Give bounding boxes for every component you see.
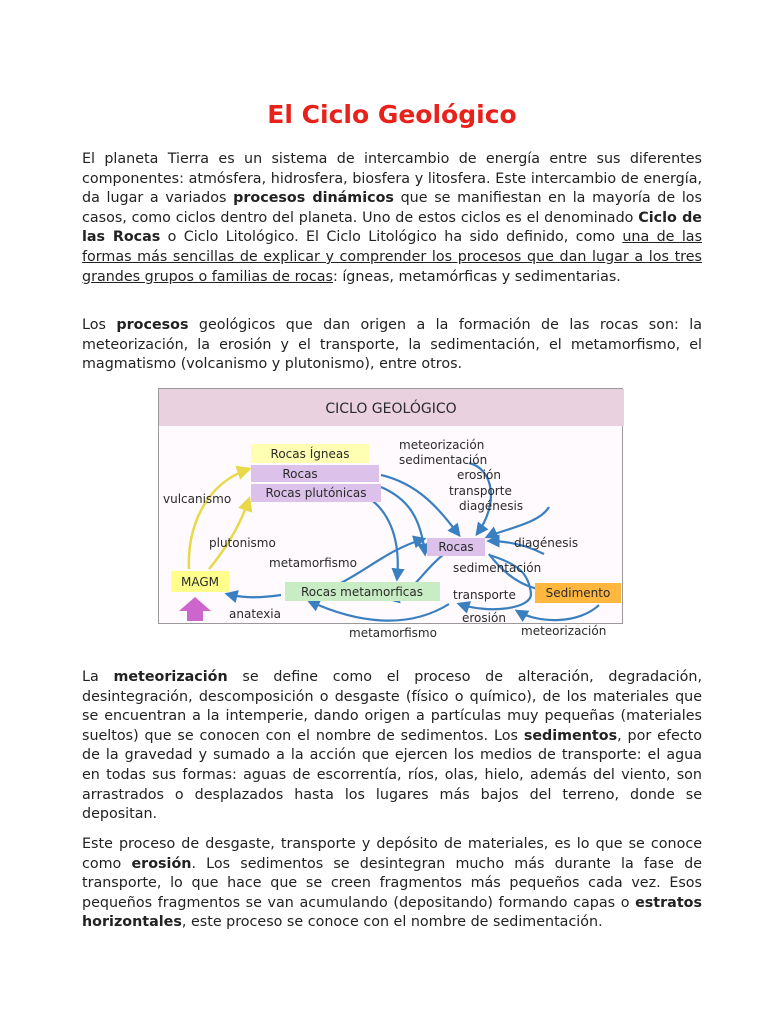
text: o Ciclo Litológico. El Ciclo Litológico ha sido definido, como xyxy=(160,229,623,246)
text: se define como el proceso de alteración, degradación, desintegración, descomposición o desgaste (físico o químico), de los materiales que se encuentran a la intemperie, dando origen a partículas muy pequeñas (materiales sueltos) que se conocen con el nombre de sedimentos. Los xyxy=(82,669,702,744)
label-plutonismo: plutonismo xyxy=(209,536,276,550)
label-sedimentacion-right: sedimentación xyxy=(453,561,542,575)
text: Los xyxy=(82,317,117,333)
label-rocas-plutonicas: Rocas plutónicas xyxy=(265,486,367,500)
label-vulcanismo: vulcanismo xyxy=(163,492,232,506)
magma-arrows xyxy=(189,469,249,569)
text: que se manifiestan en la mayoría de los casos, como ciclos dentro del planeta. Uno de estos ciclos es el denominado xyxy=(82,190,702,226)
arrow xyxy=(209,499,249,569)
paragraph-erosion xyxy=(82,835,702,933)
text: El planeta Tierra es un sistema de intercambio de energía entre sus diferentes componentes: atmósfera, hidrosfera, biosfera y litosfera. Este intercambio de energía, da lugar a variados xyxy=(82,151,702,207)
text: , este proceso se conoce con el nombre de sedimentación. xyxy=(181,914,603,931)
label-erosion: erosión xyxy=(457,468,501,482)
label-sedimento: Sedimento xyxy=(545,586,611,600)
arrow xyxy=(309,601,449,621)
bold-term: procesos xyxy=(116,317,189,333)
underlined-definition: una de las formas más sencillas de explicar y comprender los procesos que dan lugar a los tres grandes grupos o familias de rocas xyxy=(82,229,703,285)
arrow xyxy=(517,605,599,620)
label-rocas-igneas: Rocas Ígneas xyxy=(270,447,350,461)
diagram-canvas xyxy=(159,389,624,640)
paragraph-procesos xyxy=(82,316,702,375)
text: , por efecto de la gravedad y sumado a la acción que ejercen los medios de transporte: el agua en todas sus formas: aguas de escorrentía, ríos, olas, hielo, además del viento, son arrastrados o desplazados hasta los lugares más bajos del terreno, donde se depositan. xyxy=(82,727,702,823)
bold-term: Ciclo de las Rocas xyxy=(82,209,702,246)
label-magm: MAGM xyxy=(180,575,220,589)
label-transporte: transporte xyxy=(449,484,512,498)
page-title: El Ciclo Geológico xyxy=(267,100,517,129)
magma-source-icon xyxy=(179,597,211,621)
paragraph-meteorizacion xyxy=(82,668,702,825)
label-sedimentacion: sedimentación xyxy=(399,453,488,467)
bold-term: sedimentos xyxy=(523,727,618,744)
bold-term: meteorización xyxy=(113,669,228,685)
label-metamorfismo: metamorfismo xyxy=(269,556,357,570)
text: geológicos que dan origen a la formación de las rocas son: la meteorización, la erosión y el transporte, la sedimentación, el metamorfismo, el magmatismo (volcanismo y plutonismo), entre otros. xyxy=(82,317,702,373)
bold-term: erosión xyxy=(131,855,192,872)
ciclo-geologico-diagram xyxy=(158,388,623,640)
label-diagenesis-right: diagénesis xyxy=(514,536,579,550)
label-rocas: Rocas xyxy=(282,467,318,481)
label-diagenesis: diagénesis xyxy=(459,499,524,513)
label-transporte-bottom: transporte xyxy=(453,588,516,602)
text: La xyxy=(82,669,114,685)
diagram-title: CICLO GEOLÓGICO xyxy=(325,401,457,417)
label-metamorfismo-bottom: metamorfismo xyxy=(349,626,437,640)
label-erosion-bottom: erosión xyxy=(462,611,506,625)
label-rocas-metamorficas: Rocas metamorficas xyxy=(300,585,424,599)
arrow xyxy=(227,594,281,597)
bold-term: estratos horizontales xyxy=(82,894,702,931)
bold-term: procesos dinámicos xyxy=(233,190,394,207)
text: : ígneas, metamórficas y sedimentarias. xyxy=(332,268,621,285)
text: Este proceso de desgaste, transporte y depósito de materiales, es lo que se conoce como xyxy=(82,836,702,872)
label-meteorizacion-bottom: meteorización xyxy=(521,624,607,638)
paragraph-intro xyxy=(82,150,702,287)
text: . Los sedimentos se desintegran mucho más durante la fase de transporte, lo que hace que se creen fragmentos más pequeños cada vez. Esos pequeños fragmentos se van acumulando (depositando) formando capas o xyxy=(82,855,703,911)
label-meteorizacion: meteorización xyxy=(399,438,485,452)
label-anatexia: anatexia xyxy=(229,607,281,621)
label-rocas-center: Rocas xyxy=(438,540,474,554)
